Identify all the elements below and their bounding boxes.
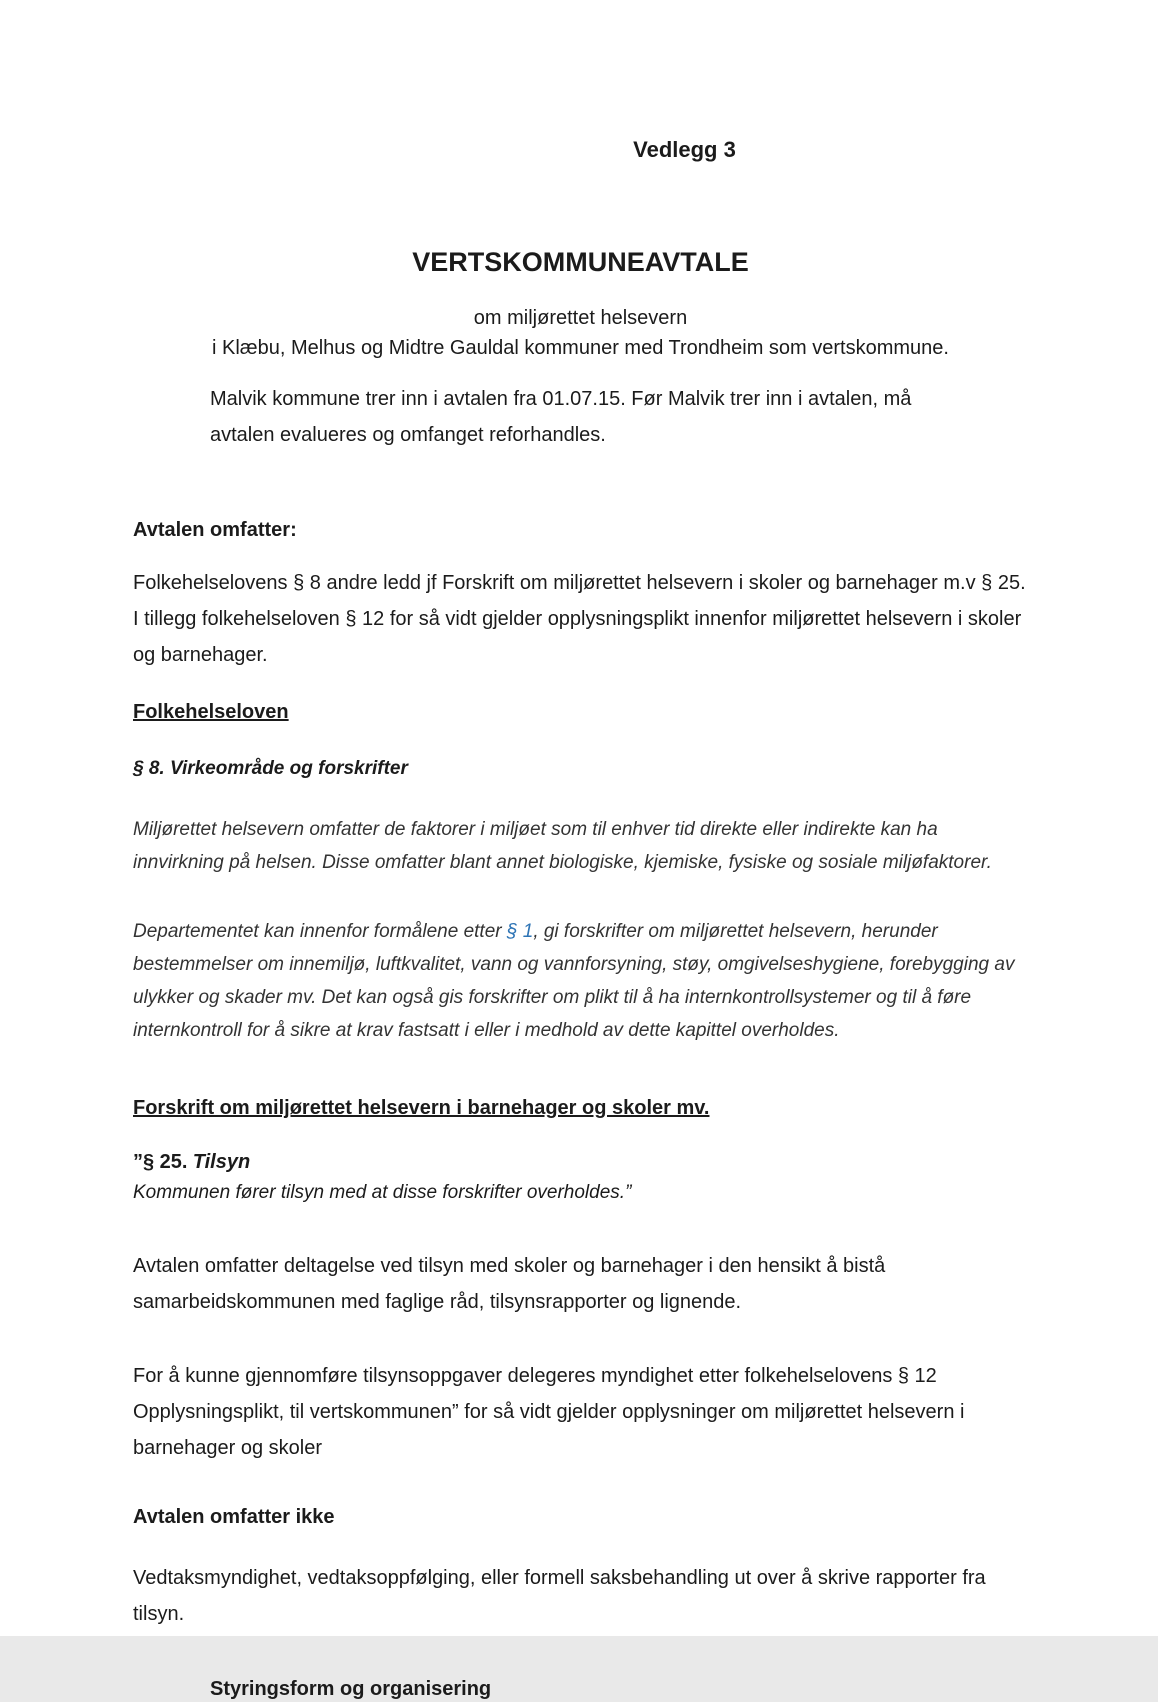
subtitle-line-2: i Klæbu, Melhus og Midtre Gauldal kommuner med Trondheim som vertskommune. bbox=[212, 337, 949, 359]
folkehelseloven-heading: Folkehelseloven bbox=[133, 701, 289, 723]
intro-paragraph: Malvik kommune trer inn i avtalen fra 01.07.15. Før Malvik trer inn i avtalen, må avtalen evalueres og omfanget reforhandles. bbox=[210, 388, 912, 446]
exclusions-heading: Avtalen omfatter ikke bbox=[133, 1506, 335, 1528]
section-25-heading bbox=[133, 1147, 1028, 1178]
section-25-label: ”§ 25. bbox=[133, 1151, 188, 1173]
exclusions-paragraph: Vedtaksmyndighet, vedtaksoppfølging, eller formell saksbehandling ut over å skrive rapporter fra tilsyn. bbox=[133, 1567, 986, 1625]
statute-paragraph-1: Miljørettet helsevern omfatter de faktorer i miljøet som til enhver tid direkte eller indirekte kan ha innvirkning på helsen. Disse omfatter blant annet biologiske, kjemiske, fysiske og sosiale miljøfaktorer. bbox=[133, 819, 992, 873]
subtitle-line-1: om miljørettet helsevern bbox=[473, 307, 688, 329]
section-25-quote: Kommunen fører tilsyn med at disse forskrifter overholdes.” bbox=[133, 1182, 632, 1203]
attachment-label: Vedlegg 3 bbox=[633, 137, 736, 162]
forskrift-heading: Forskrift om miljørettet helsevern i barnehager og skoler mv. bbox=[133, 1097, 710, 1119]
statute-paragraph-2 bbox=[133, 915, 1028, 1047]
document-title: VERTSKOMMUNEAVTALE bbox=[412, 247, 749, 277]
delegation-paragraph: For å kunne gjennomføre tilsynsoppgaver delegeres myndighet etter folkehelselovens § 12 Opplysningsplikt, til vertskommunen” for så vidt gjelder opplysninger om miljørettet helsevern i barnehager og skoler bbox=[133, 1365, 965, 1459]
section-1-link[interactable]: § 1 bbox=[506, 921, 534, 942]
section-25-title: Tilsyn bbox=[192, 1151, 251, 1173]
scope-paragraph: Folkehelselovens § 8 andre ledd jf Forskrift om miljørettet helsevern i skoler og barnehager m.v § 25. I tillegg folkehelseloven § 12 for så vidt gjelder opplysningsplikt innenfor miljørettet helsevern i skoler og barnehager. bbox=[133, 572, 1026, 666]
statute-paragraph-2-text-after: , gi forskrifter om miljørettet helsevern, herunder bestemmelser om innemiljø, luftkvalitet, vann og vannforsyning, støy, omgivelseshygiene, forebygging av ulykker og skader mv. Det kan også gis forskrifter om plikt til å ha internkontrollsystemer og til å føre internkontroll for å sikre at krav fastsatt i eller i medhold av dette kapittel overholdes. bbox=[133, 921, 1015, 1041]
statute-paragraph-2-text-before: Departementet kan innenfor formålene etter bbox=[133, 921, 507, 942]
tilsyn-paragraph: Avtalen omfatter deltagelse ved tilsyn med skoler og barnehager i den hensikt å bistå samarbeidskommunen med faglige råd, tilsynsrapporter og lignende. bbox=[133, 1255, 886, 1313]
scope-heading: Avtalen omfatter: bbox=[133, 519, 297, 541]
governance-heading: Styringsform og organisering bbox=[210, 1678, 492, 1700]
section-8-heading: § 8. Virkeområde og forskrifter bbox=[133, 758, 408, 779]
